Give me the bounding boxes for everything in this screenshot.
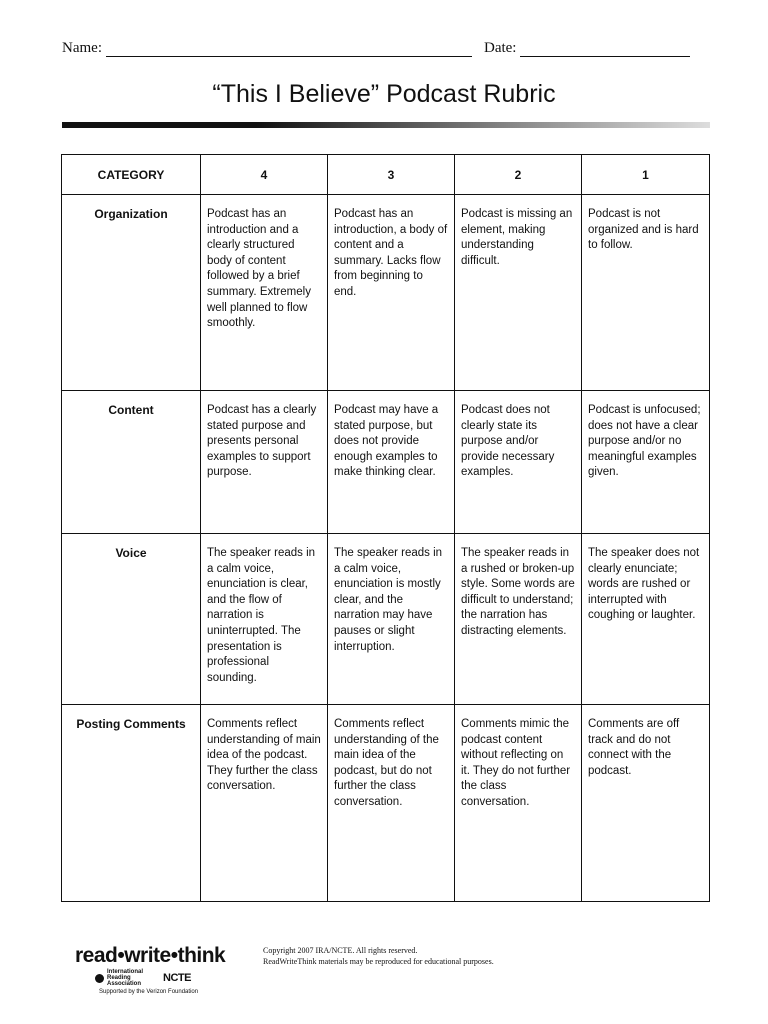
logo-partners	[95, 969, 235, 987]
table-row-posting-comments	[62, 705, 710, 902]
reproduction-notice: ReadWriteThink materials may be reproduced for educational purposes.	[263, 957, 494, 966]
column-header-2: 2	[455, 155, 582, 195]
logo-supported-by: Supported by the Verizon Foundation	[99, 989, 199, 995]
rubric-cell: Podcast has an introduction and a clearly structured body of content followed by a brief summary. Extremely well planned to flow smoothly.	[201, 195, 328, 391]
rubric-cell: Podcast is unfocused; does not have a clear purpose and/or no meaningful examples given.	[582, 391, 710, 534]
rubric-cell: The speaker reads in a calm voice, enunciation is mostly clear, and the narration may have pauses or slight interruption.	[328, 534, 455, 705]
column-header-category: CATEGORY	[62, 155, 201, 195]
date-blank-line[interactable]	[520, 44, 690, 57]
name-field[interactable]	[62, 40, 472, 57]
category-organization: Organization	[62, 195, 201, 391]
category-posting-comments: Posting Comments	[62, 705, 201, 902]
table-header-row	[62, 155, 710, 195]
date-label: Date:	[483, 40, 517, 56]
rubric-cell: Podcast may have a stated purpose, but does not provide enough examples to make thinking clear.	[328, 391, 455, 534]
ira-icon	[95, 974, 104, 983]
rubric-cell: Podcast has an introduction, a body of content and a summary. Lacks flow from beginning to end.	[328, 195, 455, 391]
ncte-label: NCTE	[163, 972, 191, 984]
rubric-cell: Comments mimic the podcast content without reflecting on it. They do not further the class conversation.	[455, 705, 582, 902]
rubric-table	[61, 154, 710, 902]
rubric-cell: Comments are off track and do not connect with the podcast.	[582, 705, 710, 902]
table-row-content	[62, 391, 710, 534]
table-row-organization	[62, 195, 710, 391]
copyright-notice	[263, 945, 494, 967]
ira-label: International Reading Association	[107, 969, 144, 987]
rubric-cell: Podcast has a clearly stated purpose and presents personal examples to support purpose.	[201, 391, 328, 534]
name-blank-line[interactable]	[106, 44, 472, 57]
logo-wordmark: read•write•think	[75, 944, 226, 967]
rubric-cell: Podcast is missing an element, making understanding difficult.	[455, 195, 582, 391]
rubric-cell: The speaker does not clearly enunciate; words are rushed or interrupted with coughing or laughter.	[582, 534, 710, 705]
column-header-1: 1	[582, 155, 710, 195]
category-voice: Voice	[62, 534, 201, 705]
rubric-cell: Comments reflect understanding of the main idea of the podcast, but do not further the class conversation.	[328, 705, 455, 902]
rubric-cell: The speaker reads in a rushed or broken-up style. Some words are difficult to understand; the narration has distracting elements.	[455, 534, 582, 705]
rubric-cell: Podcast is not organized and is hard to follow.	[582, 195, 710, 391]
rubric-cell: The speaker reads in a calm voice, enunciation is clear, and the flow of narration is uninterrupted. The presentation is professional sounding.	[201, 534, 328, 705]
readwritethink-logo	[75, 944, 235, 995]
table-row-voice	[62, 534, 710, 705]
name-date-line	[62, 40, 712, 57]
page-title: “This I Believe” Podcast Rubric	[212, 80, 556, 108]
column-header-3: 3	[328, 155, 455, 195]
rubric-cell: Comments reflect understanding of main idea of the podcast. They further the class conversation.	[201, 705, 328, 902]
category-content: Content	[62, 391, 201, 534]
name-label: Name:	[62, 40, 102, 56]
column-header-4: 4	[201, 155, 328, 195]
date-field[interactable]	[484, 40, 690, 57]
copyright-line: Copyright 2007 IRA/NCTE. All rights reserved.	[263, 946, 418, 955]
title-divider	[62, 122, 710, 128]
rubric-cell: Podcast does not clearly state its purpose and/or provide necessary examples.	[455, 391, 582, 534]
